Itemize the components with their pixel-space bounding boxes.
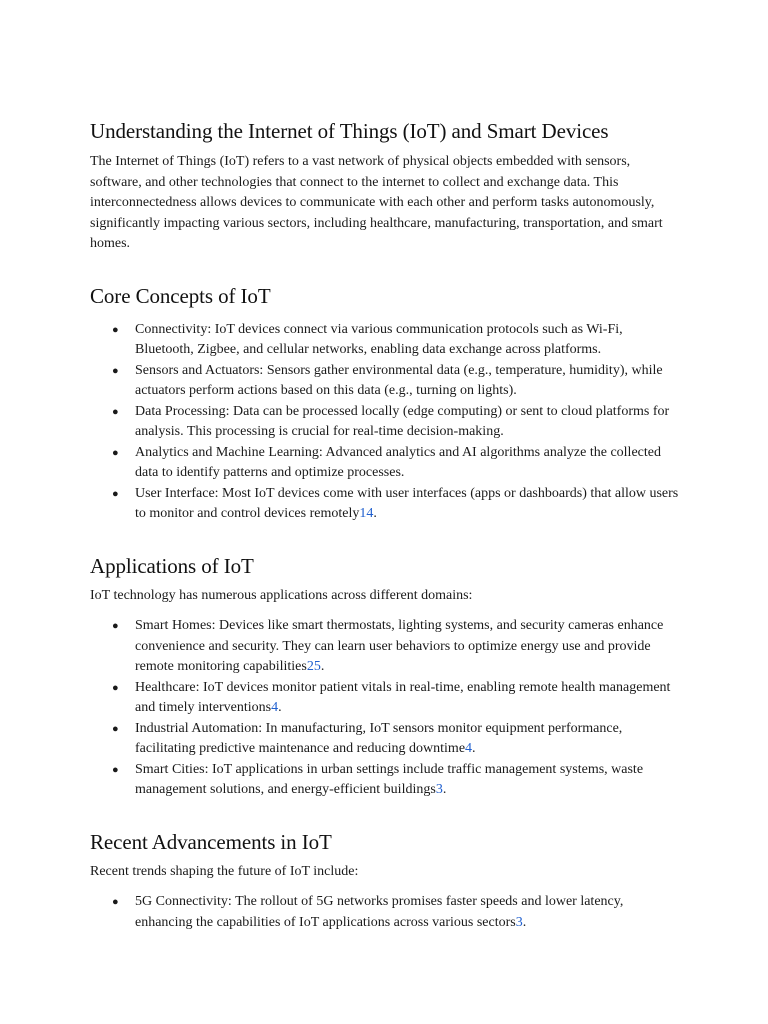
section-heading-core-concepts: Core Concepts of IoT [90,283,271,308]
list-item-tail: . [522,914,527,930]
bullet-icon: ● [112,896,119,908]
citation-link[interactable]: 14 [359,506,374,521]
list-item-text: Healthcare: IoT devices monitor patient vitals in real-time, enabling remote health management and timely interventions [135,679,671,715]
list-item-tail: . [442,782,447,797]
advancements-lead: Recent trends shaping the future of IoT include: [90,863,359,879]
list-item [90,892,680,933]
list-item-text: Smart Cities: IoT applications in urban settings include traffic management systems, waste management solutions, and energy-efficient buildings [135,761,644,797]
bullet-icon: ● [112,763,119,776]
core-concepts-list [90,320,680,525]
citation-link[interactable]: 3 [435,782,443,797]
list-item-text: Data Processing: Data can be processed locally (edge computing) or sent to cloud platforms for analysis. This processing is crucial for real-time decision-making. [135,403,670,439]
list-item-text: Sensors and Actuators: Sensors gather environmental data (e.g., temperature, humidity), while actuators perform actions based on this data (e.g., turning on lights). [135,362,663,398]
list-item [90,320,680,361]
section-heading-recent-advancements: Recent Advancements in IoT [90,829,332,854]
citation-link[interactable]: 4 [465,741,473,756]
list-item-text: Connectivity: IoT devices connect via various communication protocols such as Wi-Fi, Bluetooth, Zigbee, and cellular networks, enabling data exchange across platforms. [135,321,623,357]
bullet-icon: ● [112,681,119,694]
list-item [90,484,680,525]
advancements-list [90,892,680,933]
applications-list [90,616,680,801]
intro-paragraph: The Internet of Things (IoT) refers to a vast network of physical objects embedded with sensors, software, and other technologies that connect to the internet to collect and exchange data. This interconnectedness allows devices to communicate with each other and perform tasks autonomously, significantly impacting various sectors, including healthcare, manufacturing, transportation, and smart homes. [90,154,663,251]
list-item [90,443,680,484]
list-item-text: Smart Homes: Devices like smart thermostats, lighting systems, and security cameras enhance convenience and security. They can learn user behaviors to optimize energy use and provide remote monitoring capabilities [135,618,664,674]
section-heading-applications: Applications of IoT [90,553,254,578]
list-item-tail: . [320,659,325,674]
list-item [90,361,680,402]
bullet-icon: ● [112,487,119,500]
citation-link[interactable]: 25 [306,659,321,674]
bullet-icon: ● [112,405,119,418]
bullet-icon: ● [112,722,119,735]
list-item [90,719,680,760]
list-item-text: Industrial Automation: In manufacturing, IoT sensors monitor equipment performance, facilitating predictive maintenance and reducing downtime [135,720,623,756]
list-item-tail: . [373,506,377,521]
list-item-text: 5G Connectivity: The rollout of 5G networks promises faster speeds and lower latency, enhancing the capabilities of IoT applications across various sectors [135,894,624,930]
list-item [90,678,680,719]
bullet-icon: ● [112,364,119,377]
citation-link[interactable]: 3 [515,914,523,930]
list-item-text: Analytics and Machine Learning: Advanced analytics and AI algorithms analyze the collected data to identify patterns and optimize processes. [135,444,661,480]
document-title: Understanding the Internet of Things (IoT) and Smart Devices [90,119,609,143]
list-item [90,760,680,801]
citation-link[interactable]: 4 [271,700,279,715]
bullet-icon: ● [112,323,119,336]
bullet-icon: ● [112,446,119,459]
applications-lead: IoT technology has numerous applications across different domains: [90,587,473,603]
document-page [90,117,680,933]
bullet-icon: ● [112,620,119,632]
list-item-text: User Interface: Most IoT devices come with user interfaces (apps or dashboards) that allow users to monitor and control devices remotely [135,485,679,521]
list-item [90,402,680,443]
list-item [90,616,680,678]
list-item-tail: . [278,700,282,715]
list-item-tail: . [472,741,476,756]
